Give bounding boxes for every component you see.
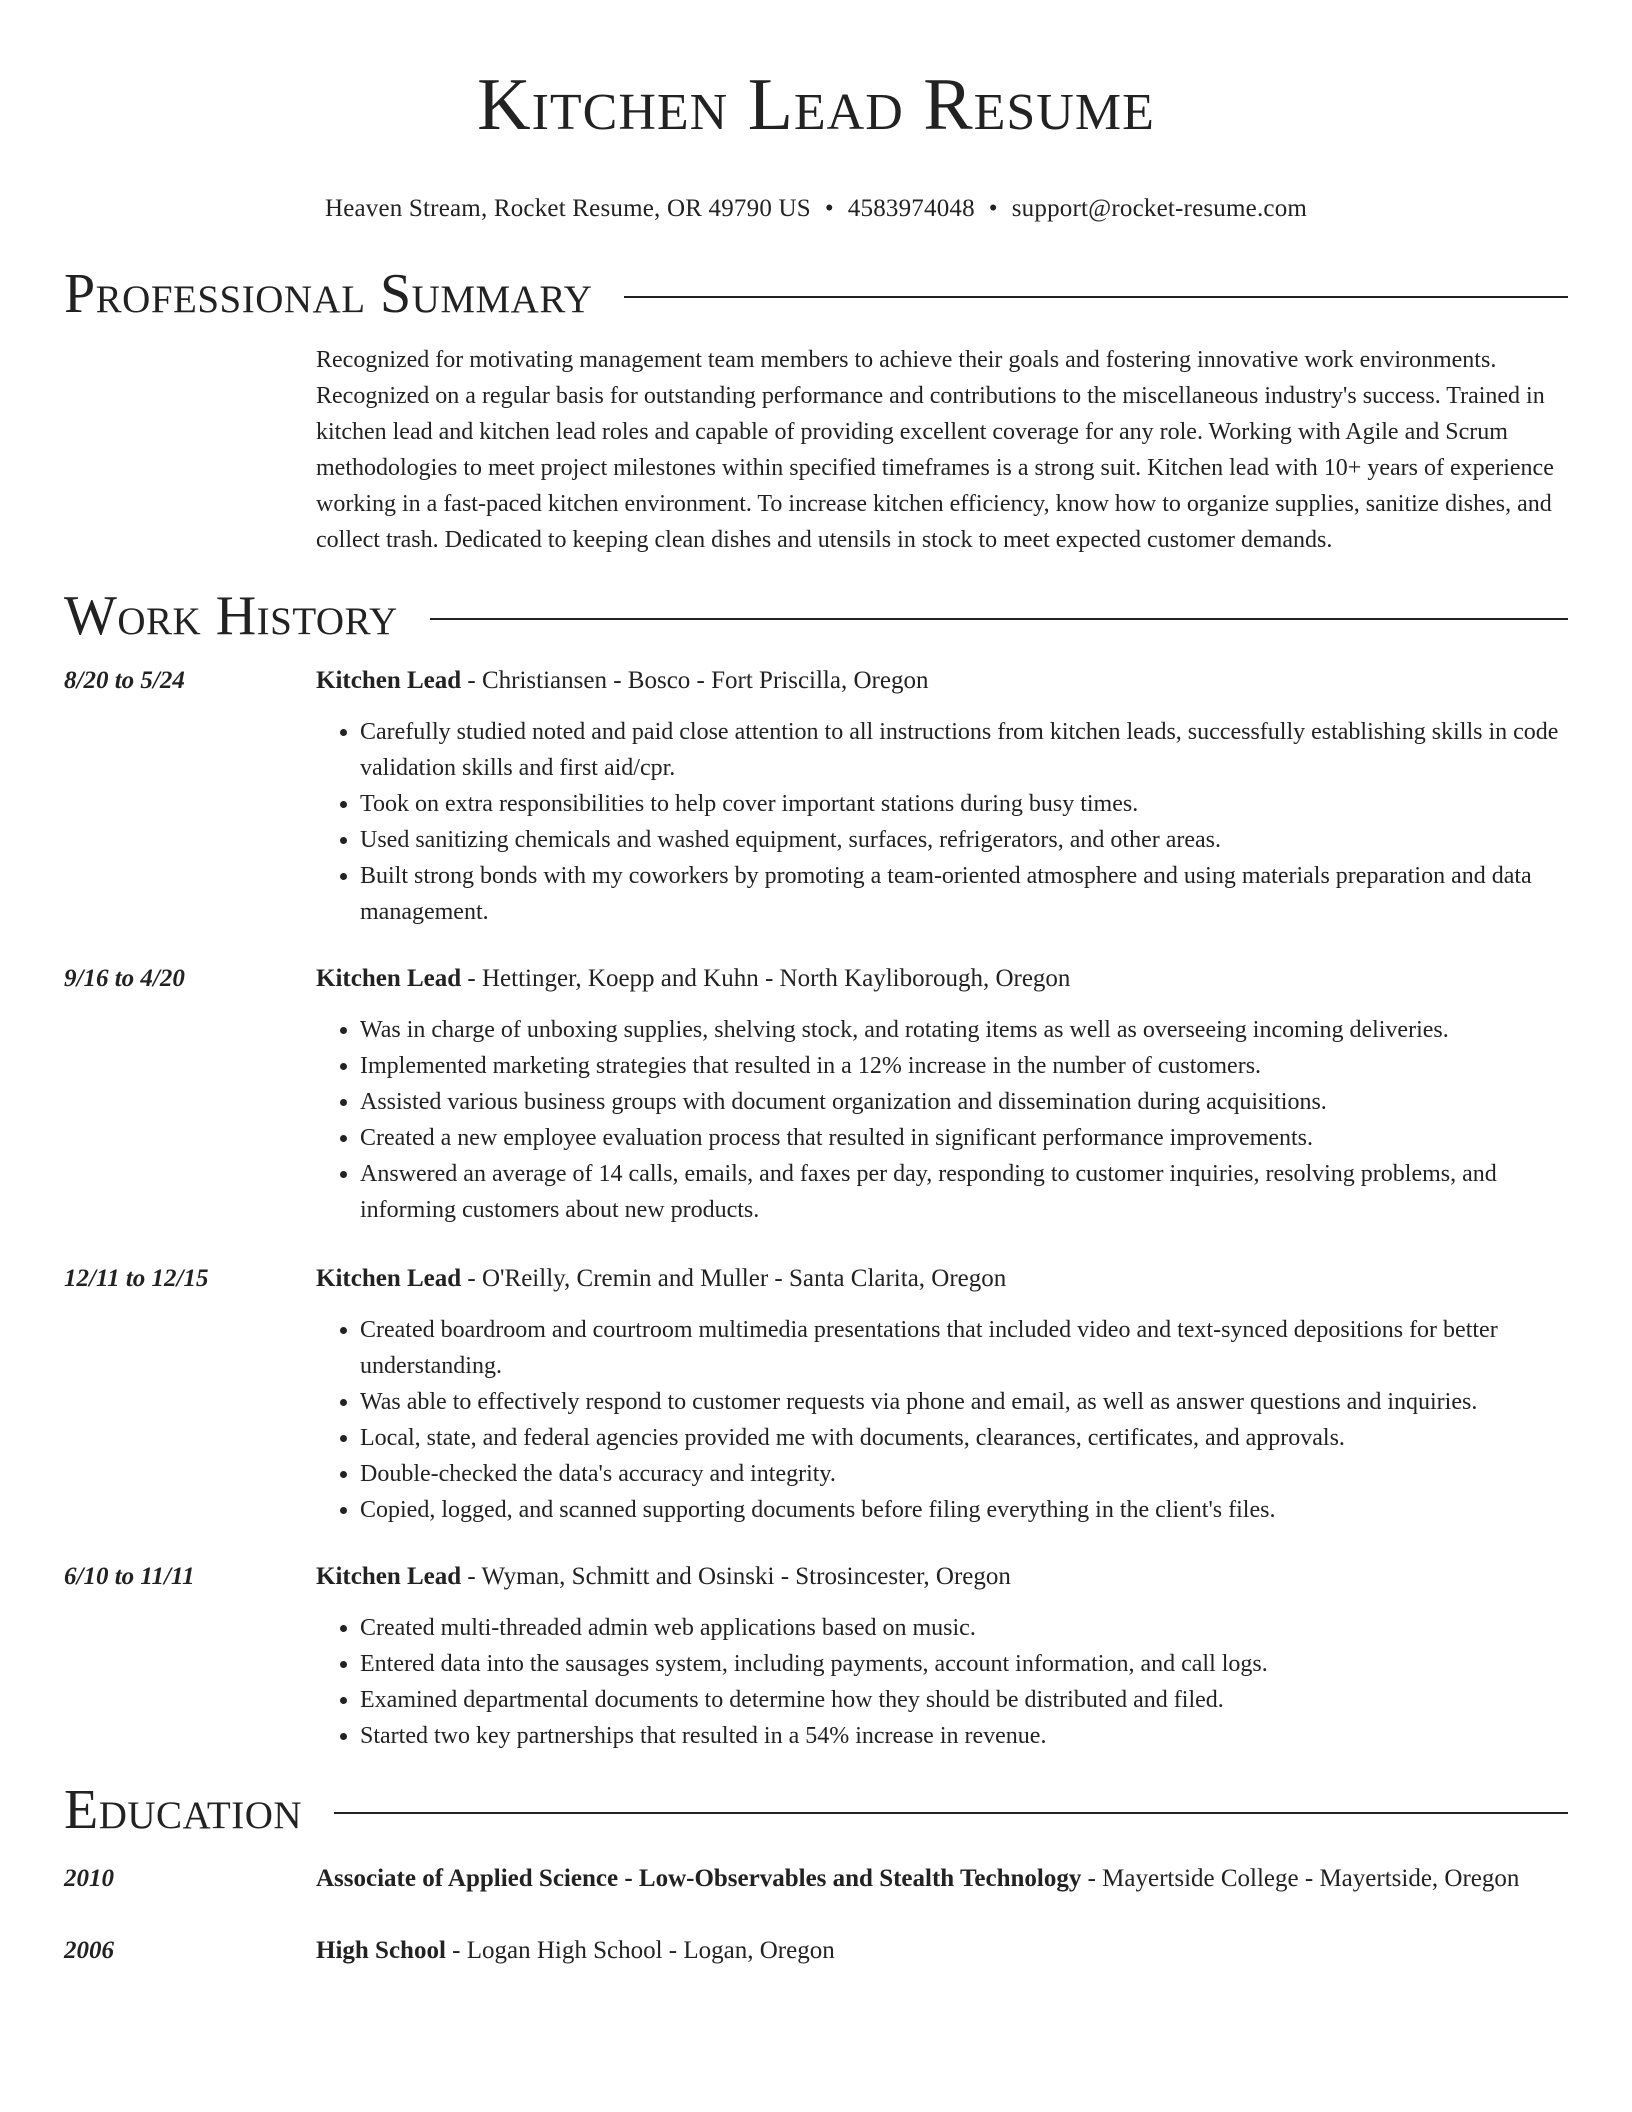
section-header-work-history [64, 584, 1568, 648]
job-bullet: • Examined departmental documents to determine how they should be distributed and filed. [360, 1682, 1568, 1718]
job-entry [64, 1260, 1568, 1528]
education-year: 2010 [64, 1865, 114, 1892]
job-body [316, 960, 1568, 1228]
job-bullet: • Implemented marketing strategies that resulted in a 12% increase in the number of customers. [360, 1048, 1568, 1084]
job-title-line [316, 960, 1568, 998]
section-header-summary [64, 262, 1568, 326]
job-bullet-list [316, 1610, 1568, 1754]
job-bullet: • Carefully studied noted and paid close attention to all instructions from kitchen leads, successfully establishing skills in code validation skills and first aid/cpr. [360, 714, 1568, 786]
job-bullet: • Entered data into the sausages system, including payments, account information, and call logs. [360, 1646, 1568, 1682]
contact-email: support@rocket-resume.com [1011, 195, 1308, 222]
job-bullet: • Assisted various business groups with document organization and dissemination during acquisitions. [360, 1084, 1568, 1120]
job-bullet: • Created a new employee evaluation process that resulted in significant performance improvements. [360, 1120, 1568, 1156]
job-dates: 8/20 to 5/24 [64, 667, 185, 694]
job-dates: 9/16 to 4/20 [64, 965, 185, 992]
contact-separator: • [824, 195, 834, 222]
job-bullet: • Created multi-threaded admin web applications based on music. [360, 1610, 1568, 1646]
education-year: 2006 [64, 1937, 114, 1964]
contact-line [64, 192, 1568, 226]
job-bullet: • Local, state, and federal agencies provided me with documents, clearances, certificates, and approvals. [360, 1420, 1568, 1456]
job-body [316, 1558, 1568, 1754]
job-entry [64, 1558, 1568, 1754]
education-school: - Logan High School - Logan, Oregon [445, 1937, 835, 1964]
job-employer: - Hettinger, Koepp and Kuhn - North Kayliborough, Oregon [461, 965, 1071, 992]
job-bullet: • Double-checked the data's accuracy and integrity. [360, 1456, 1568, 1492]
job-bullet-list [316, 714, 1568, 930]
education-body [316, 1860, 1568, 1898]
job-bullet: • Created boardroom and courtroom multimedia presentations that included video and text-synced depositions for better understanding. [360, 1312, 1568, 1384]
job-dates: 12/11 to 12/15 [64, 1265, 209, 1292]
job-body [316, 1260, 1568, 1528]
section-title-education: Education [64, 1779, 303, 1841]
job-bullet: • Copied, logged, and scanned supporting documents before filing everything in the client's files. [360, 1492, 1568, 1528]
job-bullet: • Was in charge of unboxing supplies, shelving stock, and rotating items as well as overseeing incoming deliveries. [360, 1012, 1568, 1048]
education-entry [64, 1932, 1568, 1970]
job-entry [64, 960, 1568, 1228]
job-employer: - Christiansen - Bosco - Fort Priscilla, Oregon [461, 667, 929, 694]
job-title: Kitchen Lead [316, 965, 462, 992]
job-title-line [316, 1558, 1568, 1596]
contact-separator: • [988, 195, 998, 222]
job-title-line [316, 662, 1568, 700]
job-dates: 6/10 to 11/11 [64, 1563, 195, 1590]
job-bullet: • Took on extra responsibilities to help cover important stations during busy times. [360, 786, 1568, 822]
education-body [316, 1932, 1568, 1970]
section-divider [334, 1812, 1568, 1814]
contact-phone: 4583974048 [847, 195, 975, 222]
section-divider [430, 618, 1568, 620]
job-employer: - Wyman, Schmitt and Osinski - Strosincester, Oregon [461, 1563, 1011, 1590]
job-bullet: • Answered an average of 14 calls, emails, and faxes per day, responding to customer inquiries, resolving problems, and informing customers about new products. [360, 1156, 1568, 1228]
section-header-education [64, 1778, 1568, 1842]
job-body [316, 662, 1568, 930]
job-bullet-list [316, 1012, 1568, 1228]
job-title: Kitchen Lead [316, 1563, 462, 1590]
education-school: - Mayertside College - Mayertside, Oregon [1081, 1865, 1520, 1892]
section-title-work-history: Work History [64, 585, 398, 647]
summary-text: Recognized for motivating management team members to achieve their goals and fostering innovative work environments. Recognized on a regular basis for outstanding performance and contributions to the miscellaneous industry's success. Trained in kitchen lead and kitchen lead roles and capable of providing excellent coverage for any role. Working with Agile and Scrum methodologies to meet project milestones within specified timeframes is a strong suit. Kitchen lead with 10+ years of experience working in a fast-paced kitchen environment. To increase kitchen efficiency, know how to organize supplies, sanitize dishes, and collect trash. Dedicated to keeping clean dishes and utensils in stock to meet expected customer demands. [316, 347, 1554, 553]
section-title-summary: Professional Summary [64, 263, 593, 325]
job-title: Kitchen Lead [316, 667, 462, 694]
section-divider [624, 296, 1568, 298]
job-title-line [316, 1260, 1568, 1298]
education-degree: Associate of Applied Science - Low-Observables and Stealth Technology [316, 1865, 1082, 1892]
job-bullet: • Started two key partnerships that resulted in a 54% increase in revenue. [360, 1718, 1568, 1754]
contact-address: Heaven Stream, Rocket Resume, OR 49790 US [324, 195, 811, 222]
job-employer: - O'Reilly, Cremin and Muller - Santa Clarita, Oregon [461, 1265, 1007, 1292]
job-bullet-list [316, 1312, 1568, 1528]
job-entry [64, 662, 1568, 930]
education-degree: High School [316, 1937, 446, 1964]
job-bullet: • Used sanitizing chemicals and washed equipment, surfaces, refrigerators, and other areas. [360, 822, 1568, 858]
job-bullet: • Was able to effectively respond to customer requests via phone and email, as well as answer questions and inquiries. [360, 1384, 1568, 1420]
education-entry [64, 1860, 1568, 1898]
job-title: Kitchen Lead [316, 1265, 462, 1292]
resume-title: Kitchen Lead Resume [477, 64, 1155, 146]
job-bullet: • Built strong bonds with my coworkers by promoting a team-oriented atmosphere and using materials preparation and data management. [360, 858, 1568, 930]
